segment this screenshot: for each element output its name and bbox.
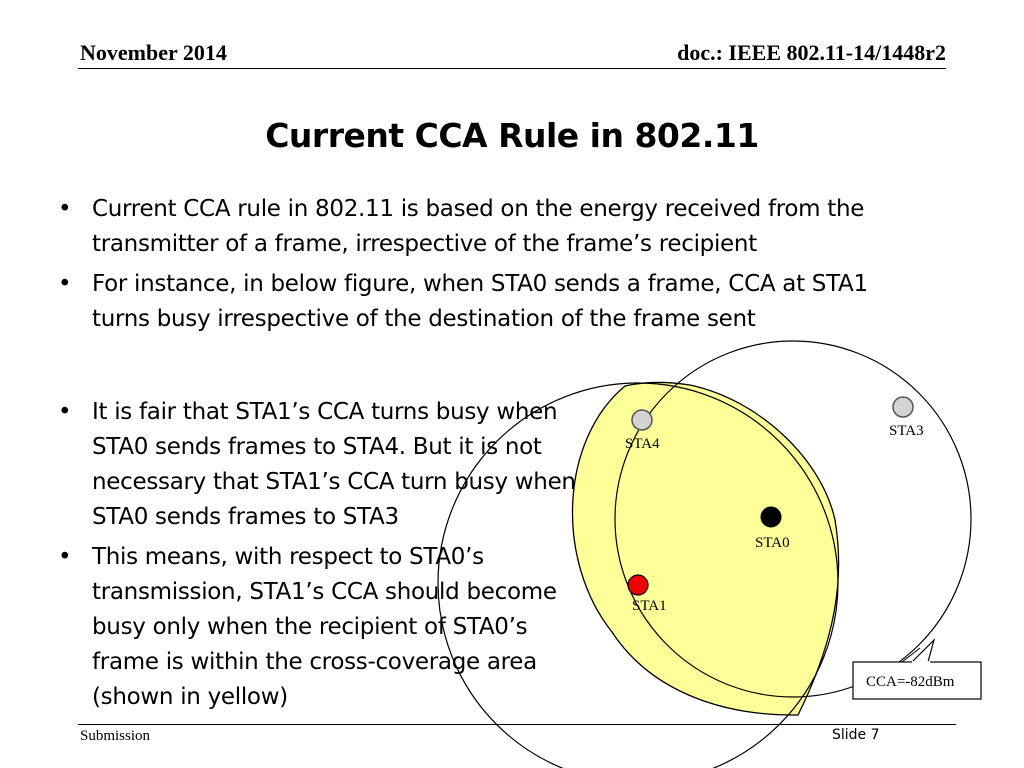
bullet-item: • It is fair that STA1’s CCA turns busy when STA0 sends frames to STA4. But it is not necessary that STA1’s CCA turn busy when STA0 sends frames to STA3	[58, 395, 578, 535]
sta3-node	[893, 397, 913, 417]
sta4-label: STA4	[625, 436, 660, 452]
left-bullet-list	[58, 395, 578, 720]
sta4-node	[632, 410, 652, 430]
sta0-node	[761, 507, 781, 527]
bullet-item: • For instance, in below figure, when STA0 sends a frame, CCA at STA1 turns busy irrespective of the destination of the frame sent	[58, 267, 928, 337]
header-date: November 2014	[80, 40, 227, 65]
callout-pointer	[912, 640, 934, 662]
footer-submission: Submission	[80, 728, 151, 744]
footer-divider	[78, 724, 956, 725]
sta1-label: STA1	[632, 598, 667, 614]
sta3-label: STA3	[889, 423, 924, 439]
cross-coverage-area	[573, 382, 839, 715]
bullet-item: • This means, with respect to STA0’s transmission, STA1’s CCA should become busy only when the recipient of STA0’s frame is within the cross-coverage area (shown in yellow)	[58, 540, 578, 715]
header-doc-id: doc.: IEEE 802.11-14/1448r2	[677, 40, 946, 65]
slide-number: Slide 7	[832, 727, 880, 743]
sta0-label: STA0	[755, 535, 790, 551]
bullet-item: • Current CCA rule in 802.11 is based on the energy received from the transmitter of a frame, irrespective of the frame’s recipient	[58, 192, 928, 262]
slide-title: Current CCA Rule in 802.11	[265, 116, 759, 155]
cca-callout-text: CCA=-82dBm	[866, 674, 955, 690]
sta1-node	[628, 575, 648, 595]
